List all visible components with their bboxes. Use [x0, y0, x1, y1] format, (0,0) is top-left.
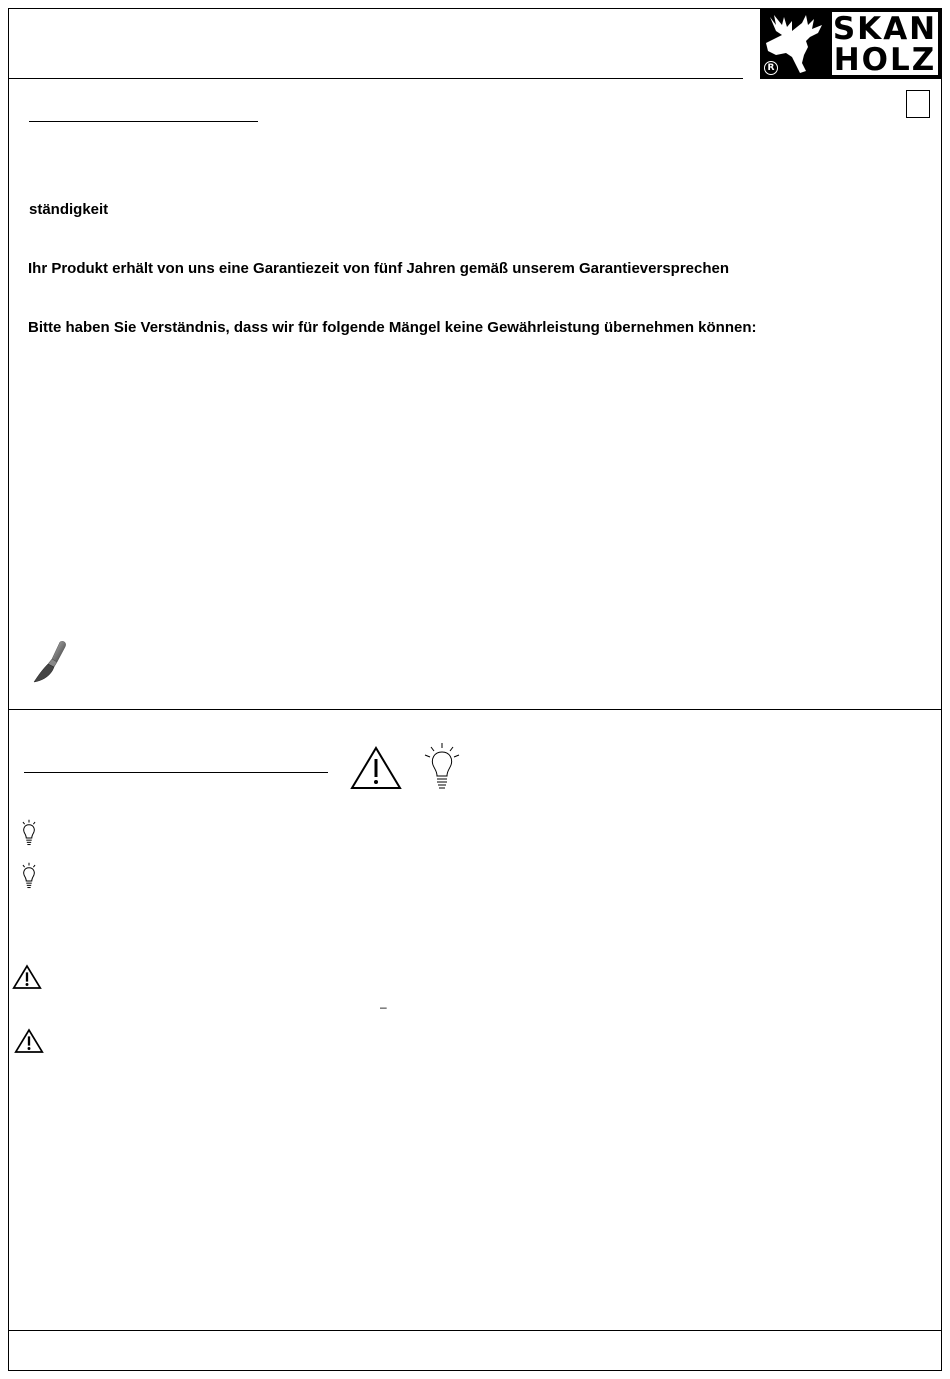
warning-triangle-icon — [350, 746, 402, 790]
registered-mark: R — [764, 61, 778, 75]
exclusion-statement: Bitte haben Sie Verständnis, dass wir für folgende Mängel keine Gewährleistung übernehmen können: — [28, 319, 757, 336]
header-rule — [8, 78, 743, 79]
empty-checkbox-frame — [906, 90, 930, 118]
warning-triangle-icon — [12, 964, 42, 990]
page-frame — [8, 8, 942, 1371]
light-bulb-icon — [18, 818, 40, 848]
guarantee-statement: Ihr Produkt erhält von uns eine Garantiezeit von fünf Jahren gemäß unserem Garantieversprechen — [28, 260, 730, 277]
logo-line-holz: HOLZ — [833, 42, 937, 78]
light-bulb-icon — [422, 742, 462, 792]
warning-triangle-icon — [14, 1028, 44, 1054]
logo-line-skan: SKAN — [832, 11, 938, 47]
paint-brush-icon — [32, 640, 72, 686]
section-divider — [8, 709, 942, 710]
dash-mark: – — [380, 1000, 387, 1014]
section1-heading-fragment: ständigkeit — [29, 201, 109, 218]
skanholz-logo — [760, 9, 942, 79]
logo-text-panel — [832, 11, 938, 78]
footer-rule — [8, 1330, 942, 1331]
section1-heading-underline — [29, 121, 258, 122]
light-bulb-icon — [18, 861, 40, 891]
section2-heading-underline — [24, 772, 328, 773]
